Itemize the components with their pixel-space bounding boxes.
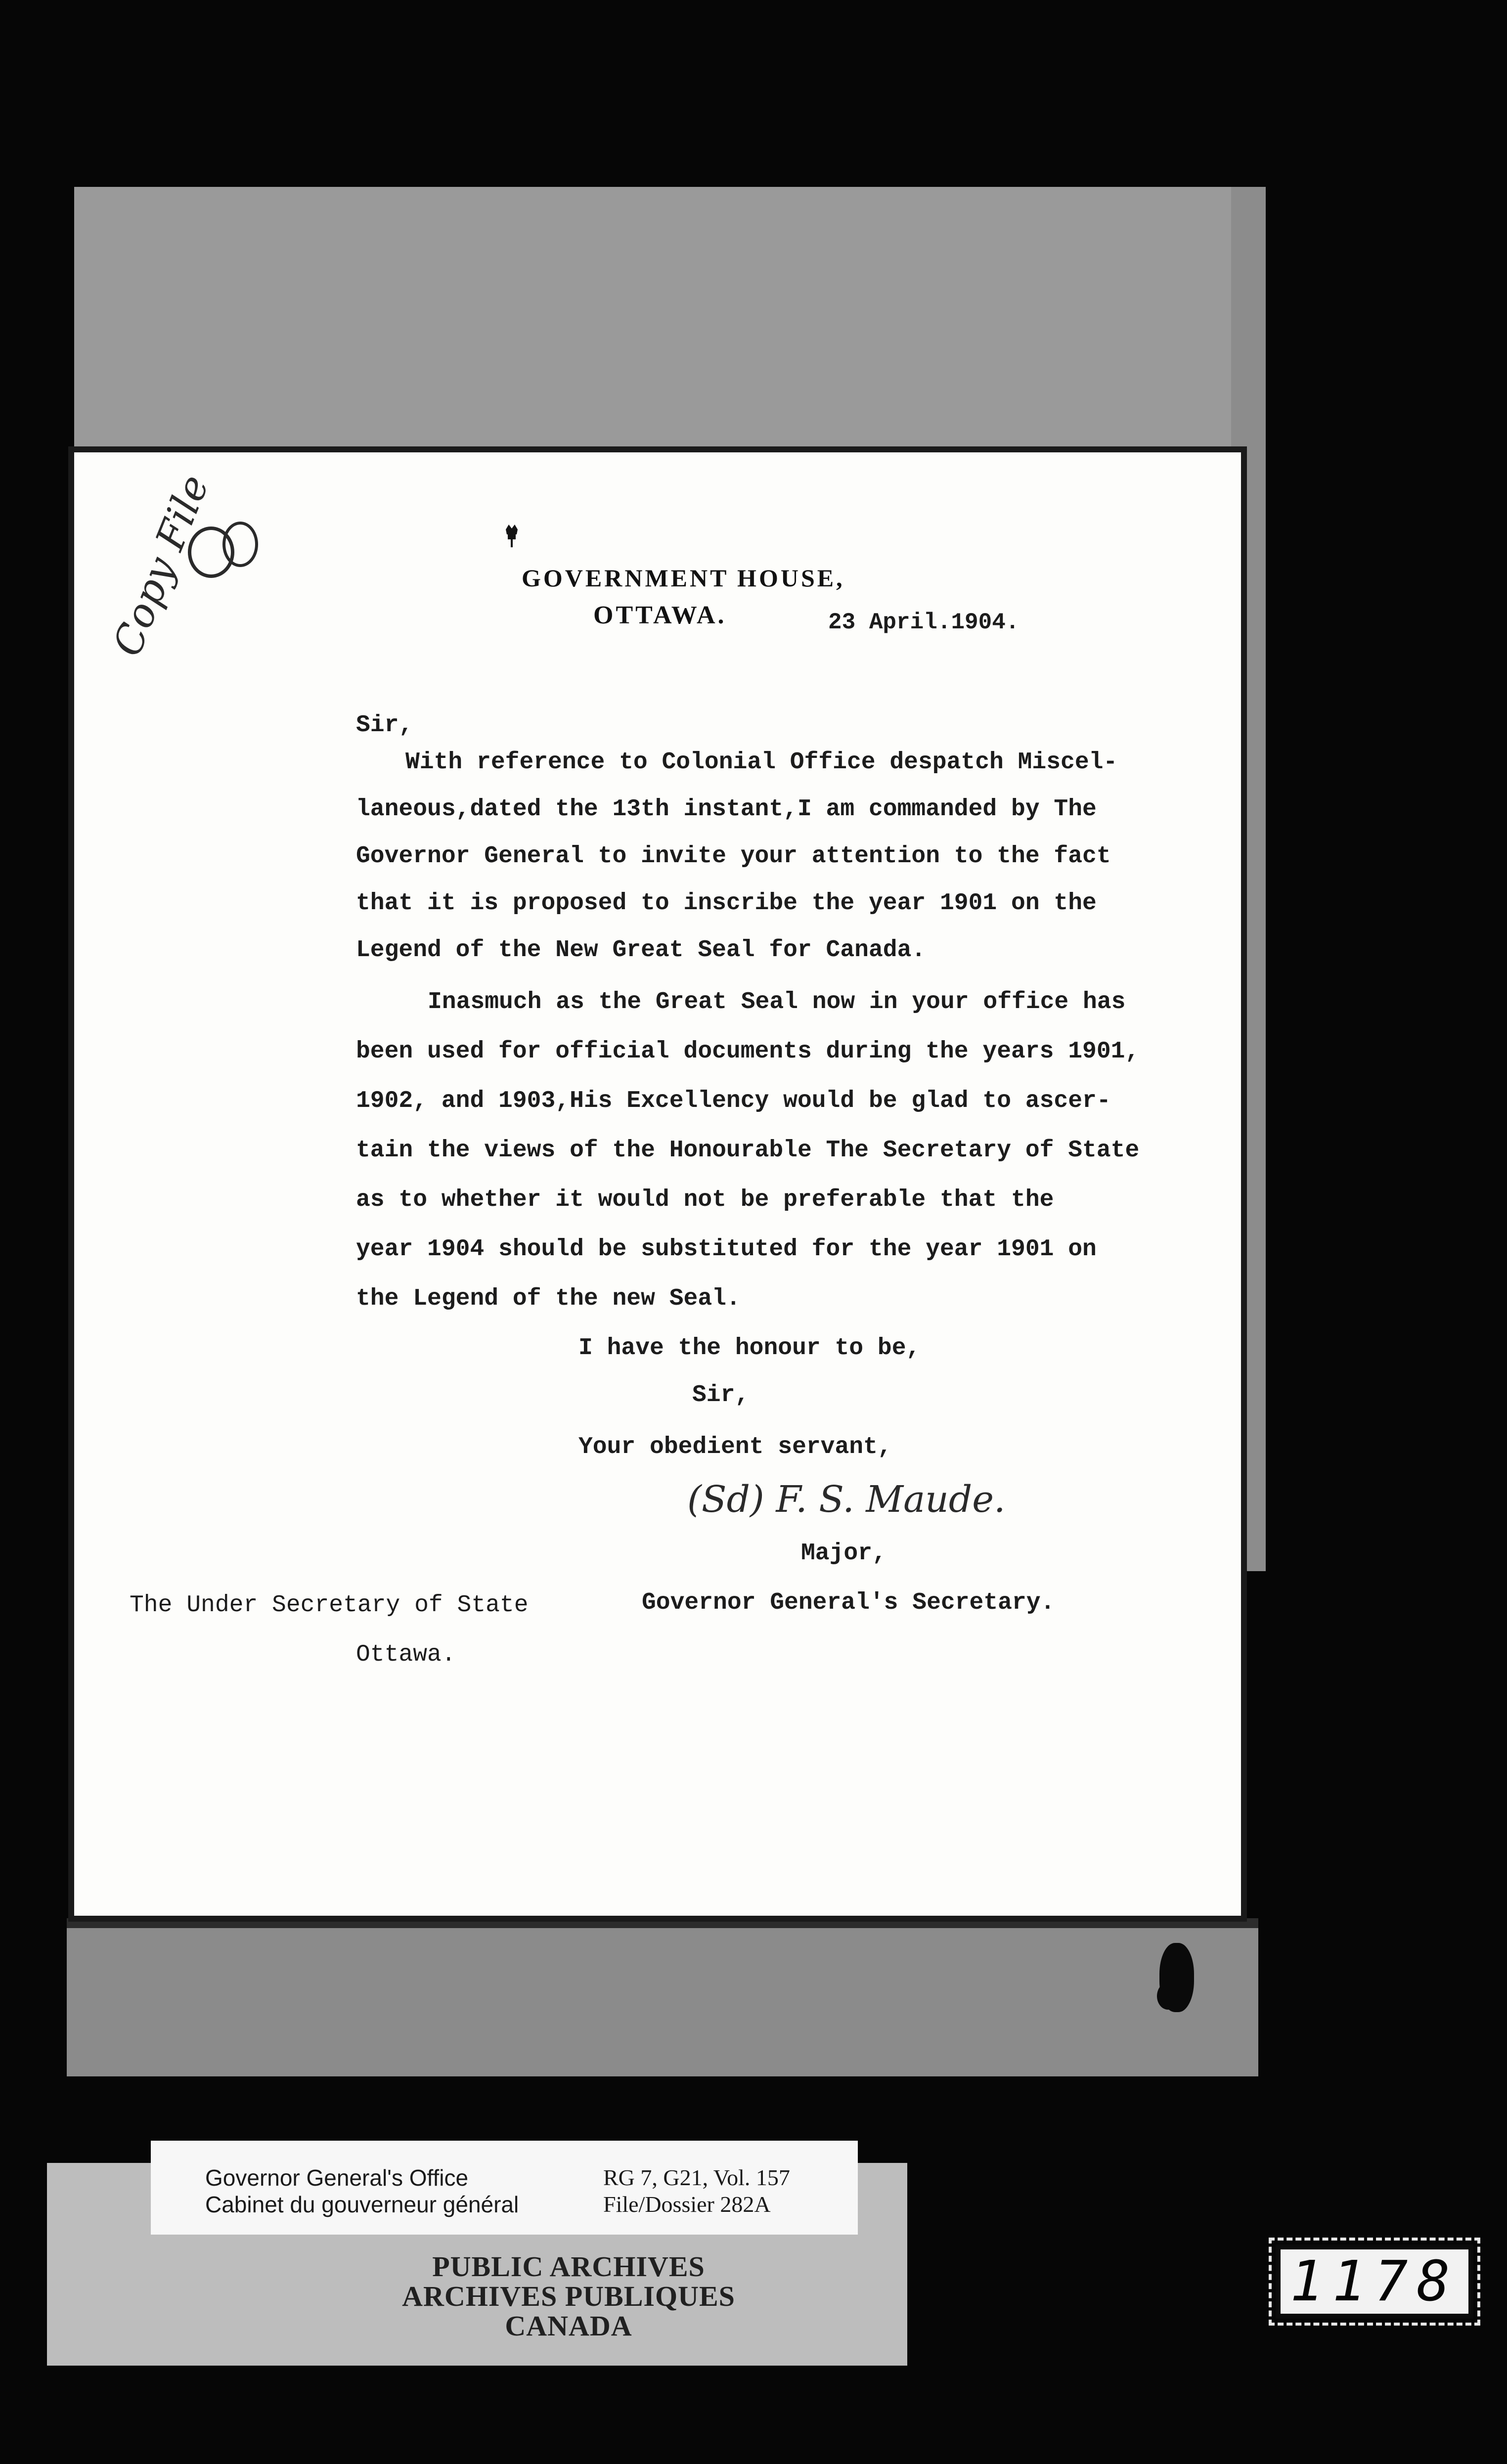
body-line: that it is proposed to inscribe the year 1901 on the (356, 890, 1097, 917)
letter-page (74, 452, 1241, 1916)
body-line: as to whether it would not be preferable that the (356, 1187, 1054, 1213)
fonds-english: Governor General's Office (205, 2165, 469, 2191)
body-line: the Legend of the new Seal. (356, 1285, 741, 1312)
letterhead-line-2: OTTAWA. (593, 601, 727, 629)
addressee-line-2: Ottawa. (356, 1641, 456, 1668)
signer-title: Governor General's Secretary. (642, 1589, 1055, 1616)
folder-backing-top (74, 187, 1266, 464)
margin-note: Copy File (104, 468, 218, 662)
frame-number: 1178 (1276, 2244, 1473, 2319)
body-line: 1902, and 1903,His Excellency would be glad to ascer- (356, 1088, 1111, 1114)
signature: (Sd) F. S. Maude. (687, 1478, 1006, 1521)
stamp-line-2: ARCHIVES PUBLIQUES (402, 2280, 735, 2312)
letterhead-line-1: GOVERNMENT HOUSE, (522, 564, 845, 592)
stamp-line-1: PUBLIC ARCHIVES (432, 2250, 705, 2283)
body-line: With reference to Colonial Office despatch Miscel- (405, 749, 1118, 776)
signer-rank: Major, (801, 1540, 886, 1567)
punch-hole-lower (1157, 1982, 1179, 2010)
addressee-line-1: The Under Secretary of State (130, 1592, 529, 1619)
crown-icon (502, 522, 522, 548)
body-line: year 1904 should be substituted for the year 1901 on (356, 1236, 1097, 1263)
body-line: been used for official documents during the years 1901, (356, 1038, 1140, 1065)
body-line: Governor General to invite your attention to the fact (356, 843, 1111, 870)
letter-date: 23 April.1904. (828, 610, 1019, 635)
archive-reference-label (151, 2141, 858, 2235)
fonds-french: Cabinet du gouverneur général (205, 2192, 519, 2217)
closing-line: I have the honour to be, (578, 1335, 921, 1362)
margin-circle-mark-2 (222, 522, 258, 567)
body-line: laneous,dated the 13th instant,I am commanded by The (356, 796, 1097, 823)
body-line: Inasmuch as the Great Seal now in your office has (428, 989, 1126, 1015)
public-archives-stamp (346, 2252, 791, 2351)
closing-servant: Your obedient servant, (578, 1434, 892, 1460)
salutation: Sir, (356, 712, 413, 739)
archive-file: File/Dossier 282A (603, 2192, 771, 2217)
body-line: tain the views of the Honourable The Secretary of State (356, 1137, 1140, 1164)
folder-backing-bottom (67, 1928, 1258, 2076)
closing-sir: Sir, (692, 1382, 750, 1408)
body-line: Legend of the New Great Seal for Canada. (356, 937, 926, 964)
archive-reference: RG 7, G21, Vol. 157 (603, 2165, 790, 2190)
stamp-line-3: CANADA (505, 2310, 632, 2342)
